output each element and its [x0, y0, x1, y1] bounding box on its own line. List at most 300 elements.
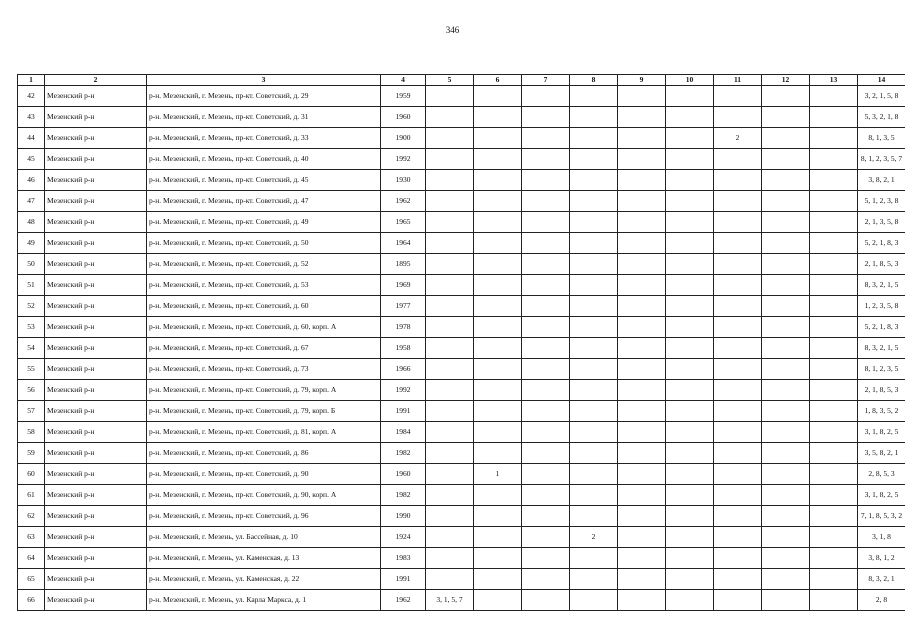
- table-row: [18, 170, 905, 191]
- cell-col-14: 8, 1, 2, 3, 5: [858, 359, 905, 380]
- cell-col-9: [618, 296, 666, 317]
- cell-col-5: [426, 170, 474, 191]
- cell-col-14: 5, 3, 2, 1, 8: [858, 107, 905, 128]
- column-header-5: 5: [426, 75, 474, 86]
- cell-col-10: [666, 170, 714, 191]
- cell-row-number: 57: [18, 401, 45, 422]
- cell-year: 1992: [381, 380, 426, 401]
- cell-col-6: [474, 317, 522, 338]
- cell-col-7: [522, 317, 570, 338]
- cell-col-11: [714, 380, 762, 401]
- cell-year: 1960: [381, 107, 426, 128]
- cell-col-5: [426, 443, 474, 464]
- cell-col-5: [426, 128, 474, 149]
- table-row: [18, 401, 905, 422]
- cell-col-12: [762, 128, 810, 149]
- cell-district: Мезенский р-н: [45, 359, 147, 380]
- cell-col-9: [618, 338, 666, 359]
- cell-district: Мезенский р-н: [45, 191, 147, 212]
- cell-col-5: [426, 317, 474, 338]
- cell-col-6: [474, 422, 522, 443]
- cell-col-9: [618, 107, 666, 128]
- cell-row-number: 47: [18, 191, 45, 212]
- cell-col-13: [810, 296, 858, 317]
- cell-col-12: [762, 149, 810, 170]
- cell-year: 1992: [381, 149, 426, 170]
- cell-address: р-н. Мезенский, г. Мезень, пр-кт. Советский, д. 90, корп. А: [147, 485, 381, 506]
- cell-col-7: [522, 569, 570, 590]
- cell-col-14: 3, 8, 1, 2: [858, 548, 905, 569]
- cell-col-10: [666, 149, 714, 170]
- cell-address: р-н. Мезенский, г. Мезень, ул. Каменская, д. 22: [147, 569, 381, 590]
- cell-col-11: [714, 548, 762, 569]
- cell-col-9: [618, 569, 666, 590]
- cell-col-9: [618, 401, 666, 422]
- cell-col-13: [810, 191, 858, 212]
- cell-col-10: [666, 464, 714, 485]
- cell-district: Мезенский р-н: [45, 548, 147, 569]
- cell-col-6: [474, 485, 522, 506]
- cell-year: 1924: [381, 527, 426, 548]
- header-row: [18, 75, 905, 86]
- cell-col-5: [426, 359, 474, 380]
- cell-col-11: [714, 107, 762, 128]
- cell-col-7: [522, 296, 570, 317]
- cell-col-6: [474, 590, 522, 611]
- cell-district: Мезенский р-н: [45, 170, 147, 191]
- cell-col-8: [570, 212, 618, 233]
- cell-row-number: 59: [18, 443, 45, 464]
- cell-col-8: [570, 317, 618, 338]
- cell-row-number: 49: [18, 233, 45, 254]
- cell-district: Мезенский р-н: [45, 401, 147, 422]
- table-row: [18, 464, 905, 485]
- table-row: [18, 338, 905, 359]
- cell-col-11: [714, 275, 762, 296]
- cell-col-11: [714, 401, 762, 422]
- cell-col-10: [666, 380, 714, 401]
- cell-col-13: [810, 527, 858, 548]
- table-row: [18, 128, 905, 149]
- cell-address: р-н. Мезенский, г. Мезень, ул. Бассейная, д. 10: [147, 527, 381, 548]
- cell-col-10: [666, 359, 714, 380]
- cell-col-13: [810, 506, 858, 527]
- cell-col-9: [618, 233, 666, 254]
- cell-col-9: [618, 128, 666, 149]
- cell-col-5: [426, 296, 474, 317]
- cell-col-13: [810, 128, 858, 149]
- cell-year: 1962: [381, 590, 426, 611]
- cell-col-5: [426, 506, 474, 527]
- cell-address: р-н. Мезенский, г. Мезень, пр-кт. Советский, д. 49: [147, 212, 381, 233]
- cell-col-12: [762, 443, 810, 464]
- cell-col-6: [474, 380, 522, 401]
- cell-col-9: [618, 380, 666, 401]
- table-header: [18, 75, 905, 86]
- cell-col-12: [762, 275, 810, 296]
- cell-col-12: [762, 380, 810, 401]
- table-row: [18, 590, 905, 611]
- cell-col-11: [714, 212, 762, 233]
- cell-col-10: [666, 107, 714, 128]
- cell-district: Мезенский р-н: [45, 590, 147, 611]
- column-header-4: 4: [381, 75, 426, 86]
- cell-col-8: [570, 338, 618, 359]
- cell-col-6: [474, 401, 522, 422]
- cell-col-10: [666, 443, 714, 464]
- table-row: [18, 233, 905, 254]
- cell-col-14: 5, 1, 2, 3, 8: [858, 191, 905, 212]
- cell-col-11: [714, 464, 762, 485]
- cell-col-7: [522, 254, 570, 275]
- cell-year: 1966: [381, 359, 426, 380]
- table-row: [18, 527, 905, 548]
- cell-col-6: [474, 149, 522, 170]
- cell-col-11: [714, 443, 762, 464]
- cell-col-8: [570, 464, 618, 485]
- cell-col-7: [522, 149, 570, 170]
- cell-col-13: [810, 107, 858, 128]
- cell-col-14: 1, 8, 3, 5, 2: [858, 401, 905, 422]
- cell-col-13: [810, 233, 858, 254]
- cell-year: 1990: [381, 506, 426, 527]
- cell-col-7: [522, 422, 570, 443]
- cell-col-8: [570, 254, 618, 275]
- cell-col-8: [570, 422, 618, 443]
- cell-col-9: [618, 464, 666, 485]
- cell-row-number: 58: [18, 422, 45, 443]
- cell-row-number: 61: [18, 485, 45, 506]
- cell-address: р-н. Мезенский, г. Мезень, пр-кт. Советский, д. 90: [147, 464, 381, 485]
- cell-row-number: 63: [18, 527, 45, 548]
- cell-col-12: [762, 191, 810, 212]
- cell-col-13: [810, 401, 858, 422]
- cell-col-8: [570, 170, 618, 191]
- cell-col-5: [426, 149, 474, 170]
- cell-col-7: [522, 86, 570, 107]
- cell-row-number: 44: [18, 128, 45, 149]
- cell-col-11: [714, 254, 762, 275]
- cell-col-12: [762, 401, 810, 422]
- column-header-14: 14: [858, 75, 905, 86]
- cell-col-11: [714, 422, 762, 443]
- cell-row-number: 48: [18, 212, 45, 233]
- table-row: [18, 506, 905, 527]
- cell-col-8: [570, 149, 618, 170]
- cell-col-8: [570, 590, 618, 611]
- cell-year: 1991: [381, 401, 426, 422]
- cell-col-10: [666, 422, 714, 443]
- cell-col-13: [810, 443, 858, 464]
- cell-row-number: 53: [18, 317, 45, 338]
- cell-row-number: 43: [18, 107, 45, 128]
- cell-row-number: 62: [18, 506, 45, 527]
- cell-col-6: [474, 527, 522, 548]
- cell-col-12: [762, 254, 810, 275]
- cell-row-number: 66: [18, 590, 45, 611]
- cell-col-6: [474, 254, 522, 275]
- column-header-8: 8: [570, 75, 618, 86]
- cell-district: Мезенский р-н: [45, 128, 147, 149]
- table-row: [18, 86, 905, 107]
- cell-year: 1965: [381, 212, 426, 233]
- cell-col-10: [666, 338, 714, 359]
- cell-col-5: [426, 548, 474, 569]
- table-row: [18, 296, 905, 317]
- cell-address: р-н. Мезенский, г. Мезень, пр-кт. Советский, д. 60, корп. А: [147, 317, 381, 338]
- cell-col-11: [714, 338, 762, 359]
- cell-col-6: [474, 359, 522, 380]
- cell-col-10: [666, 548, 714, 569]
- cell-year: 1964: [381, 233, 426, 254]
- cell-col-8: [570, 506, 618, 527]
- cell-col-7: [522, 380, 570, 401]
- cell-col-9: [618, 149, 666, 170]
- cell-col-5: [426, 485, 474, 506]
- cell-col-6: [474, 569, 522, 590]
- cell-year: 1984: [381, 422, 426, 443]
- cell-address: р-н. Мезенский, г. Мезень, пр-кт. Советский, д. 50: [147, 233, 381, 254]
- cell-district: Мезенский р-н: [45, 275, 147, 296]
- cell-col-11: [714, 149, 762, 170]
- cell-col-10: [666, 590, 714, 611]
- cell-col-9: [618, 548, 666, 569]
- cell-col-7: [522, 527, 570, 548]
- cell-col-13: [810, 149, 858, 170]
- cell-col-9: [618, 359, 666, 380]
- cell-col-7: [522, 359, 570, 380]
- cell-col-14: 3, 1, 8, 2, 5: [858, 485, 905, 506]
- cell-row-number: 50: [18, 254, 45, 275]
- cell-col-8: [570, 107, 618, 128]
- cell-col-10: [666, 254, 714, 275]
- cell-address: р-н. Мезенский, г. Мезень, пр-кт. Советский, д. 79, корп. А: [147, 380, 381, 401]
- cell-col-14: 2, 1, 3, 5, 8: [858, 212, 905, 233]
- cell-col-11: [714, 527, 762, 548]
- cell-col-7: [522, 191, 570, 212]
- column-header-9: 9: [618, 75, 666, 86]
- cell-col-12: [762, 527, 810, 548]
- cell-col-7: [522, 401, 570, 422]
- table-row: [18, 149, 905, 170]
- cell-col-10: [666, 296, 714, 317]
- cell-col-9: [618, 317, 666, 338]
- cell-col-12: [762, 296, 810, 317]
- column-header-13: 13: [810, 75, 858, 86]
- cell-col-13: [810, 422, 858, 443]
- cell-address: р-н. Мезенский, г. Мезень, пр-кт. Советский, д. 29: [147, 86, 381, 107]
- cell-col-6: [474, 191, 522, 212]
- cell-col-13: [810, 338, 858, 359]
- cell-col-12: [762, 590, 810, 611]
- cell-col-14: 2, 1, 8, 5, 3: [858, 254, 905, 275]
- cell-col-14: 3, 1, 8, 2, 5: [858, 422, 905, 443]
- cell-col-14: 8, 3, 2, 1, 5: [858, 338, 905, 359]
- cell-address: р-н. Мезенский, г. Мезень, пр-кт. Советский, д. 67: [147, 338, 381, 359]
- column-header-2: 2: [45, 75, 147, 86]
- cell-row-number: 42: [18, 86, 45, 107]
- cell-col-14: 8, 3, 2, 1, 5: [858, 275, 905, 296]
- cell-col-6: [474, 128, 522, 149]
- cell-col-14: 5, 2, 1, 8, 3: [858, 233, 905, 254]
- cell-col-12: [762, 422, 810, 443]
- cell-address: р-н. Мезенский, г. Мезень, пр-кт. Советский, д. 45: [147, 170, 381, 191]
- cell-address: р-н. Мезенский, г. Мезень, пр-кт. Советский, д. 53: [147, 275, 381, 296]
- cell-col-10: [666, 86, 714, 107]
- cell-col-13: [810, 170, 858, 191]
- cell-address: р-н. Мезенский, г. Мезень, пр-кт. Советский, д. 60: [147, 296, 381, 317]
- cell-district: Мезенский р-н: [45, 107, 147, 128]
- table-row: [18, 380, 905, 401]
- cell-col-9: [618, 506, 666, 527]
- cell-col-5: [426, 107, 474, 128]
- cell-col-8: [570, 485, 618, 506]
- cell-col-11: 2: [714, 128, 762, 149]
- page-number: 346: [445, 25, 460, 35]
- cell-col-7: [522, 485, 570, 506]
- cell-col-5: [426, 86, 474, 107]
- cell-address: р-н. Мезенский, г. Мезень, пр-кт. Советский, д. 96: [147, 506, 381, 527]
- cell-col-11: [714, 359, 762, 380]
- column-header-11: 11: [714, 75, 762, 86]
- cell-col-14: 2, 8: [858, 590, 905, 611]
- cell-col-10: [666, 527, 714, 548]
- cell-col-9: [618, 212, 666, 233]
- cell-col-7: [522, 548, 570, 569]
- cell-col-5: [426, 338, 474, 359]
- cell-col-9: [618, 170, 666, 191]
- cell-col-7: [522, 128, 570, 149]
- cell-col-10: [666, 485, 714, 506]
- cell-col-14: 7, 1, 8, 5, 3, 2: [858, 506, 905, 527]
- cell-col-5: [426, 464, 474, 485]
- cell-col-12: [762, 569, 810, 590]
- cell-col-8: [570, 296, 618, 317]
- cell-col-9: [618, 191, 666, 212]
- table-row: [18, 359, 905, 380]
- table-row: [18, 317, 905, 338]
- cell-col-10: [666, 128, 714, 149]
- cell-year: 1900: [381, 128, 426, 149]
- cell-col-10: [666, 569, 714, 590]
- cell-col-13: [810, 254, 858, 275]
- cell-year: 1983: [381, 548, 426, 569]
- cell-col-6: [474, 212, 522, 233]
- cell-year: 1962: [381, 191, 426, 212]
- cell-address: р-н. Мезенский, г. Мезень, пр-кт. Советский, д. 31: [147, 107, 381, 128]
- cell-col-7: [522, 590, 570, 611]
- cell-col-12: [762, 359, 810, 380]
- cell-col-11: [714, 191, 762, 212]
- table-row: [18, 191, 905, 212]
- cell-col-6: [474, 107, 522, 128]
- cell-col-14: 8, 1, 3, 5: [858, 128, 905, 149]
- cell-col-6: 1: [474, 464, 522, 485]
- cell-col-5: [426, 527, 474, 548]
- cell-col-8: [570, 359, 618, 380]
- cell-col-6: [474, 548, 522, 569]
- cell-col-8: [570, 233, 618, 254]
- register-table: [17, 74, 905, 611]
- cell-col-12: [762, 485, 810, 506]
- cell-district: Мезенский р-н: [45, 212, 147, 233]
- table-row: [18, 443, 905, 464]
- cell-col-14: 3, 2, 1, 5, 8: [858, 86, 905, 107]
- cell-col-5: [426, 422, 474, 443]
- cell-col-12: [762, 338, 810, 359]
- cell-col-7: [522, 107, 570, 128]
- cell-col-8: [570, 86, 618, 107]
- cell-col-6: [474, 506, 522, 527]
- cell-col-8: [570, 569, 618, 590]
- cell-col-7: [522, 443, 570, 464]
- cell-year: 1977: [381, 296, 426, 317]
- cell-row-number: 54: [18, 338, 45, 359]
- cell-col-12: [762, 506, 810, 527]
- cell-col-6: [474, 296, 522, 317]
- cell-col-12: [762, 548, 810, 569]
- cell-year: 1958: [381, 338, 426, 359]
- cell-col-13: [810, 569, 858, 590]
- table-row: [18, 485, 905, 506]
- cell-address: р-н. Мезенский, г. Мезень, ул. Карла Маркса, д. 1: [147, 590, 381, 611]
- cell-col-14: 8, 1, 2, 3, 5, 7: [858, 149, 905, 170]
- cell-row-number: 52: [18, 296, 45, 317]
- cell-col-10: [666, 317, 714, 338]
- cell-row-number: 45: [18, 149, 45, 170]
- cell-col-6: [474, 170, 522, 191]
- cell-district: Мезенский р-н: [45, 254, 147, 275]
- cell-address: р-н. Мезенский, г. Мезень, пр-кт. Советский, д. 79, корп. Б: [147, 401, 381, 422]
- cell-col-5: [426, 254, 474, 275]
- cell-col-7: [522, 506, 570, 527]
- cell-col-13: [810, 212, 858, 233]
- cell-col-5: [426, 401, 474, 422]
- cell-col-7: [522, 275, 570, 296]
- cell-col-6: [474, 86, 522, 107]
- cell-year: 1982: [381, 485, 426, 506]
- cell-district: Мезенский р-н: [45, 506, 147, 527]
- cell-col-12: [762, 317, 810, 338]
- cell-col-7: [522, 233, 570, 254]
- cell-district: Мезенский р-н: [45, 338, 147, 359]
- cell-address: р-н. Мезенский, г. Мезень, пр-кт. Советский, д. 40: [147, 149, 381, 170]
- cell-col-11: [714, 296, 762, 317]
- cell-address: р-н. Мезенский, г. Мезень, пр-кт. Советский, д. 73: [147, 359, 381, 380]
- cell-address: р-н. Мезенский, г. Мезень, пр-кт. Советский, д. 86: [147, 443, 381, 464]
- cell-row-number: 46: [18, 170, 45, 191]
- cell-row-number: 51: [18, 275, 45, 296]
- cell-year: 1991: [381, 569, 426, 590]
- cell-col-14: 3, 8, 2, 1: [858, 170, 905, 191]
- cell-col-11: [714, 485, 762, 506]
- cell-year: 1959: [381, 86, 426, 107]
- cell-col-11: [714, 317, 762, 338]
- cell-col-5: [426, 380, 474, 401]
- cell-district: Мезенский р-н: [45, 443, 147, 464]
- cell-col-8: [570, 548, 618, 569]
- cell-col-12: [762, 86, 810, 107]
- column-header-3: 3: [147, 75, 381, 86]
- cell-row-number: 56: [18, 380, 45, 401]
- cell-district: Мезенский р-н: [45, 422, 147, 443]
- cell-col-13: [810, 359, 858, 380]
- cell-col-11: [714, 233, 762, 254]
- cell-col-7: [522, 170, 570, 191]
- table-body: [18, 86, 905, 611]
- cell-col-13: [810, 86, 858, 107]
- cell-col-6: [474, 275, 522, 296]
